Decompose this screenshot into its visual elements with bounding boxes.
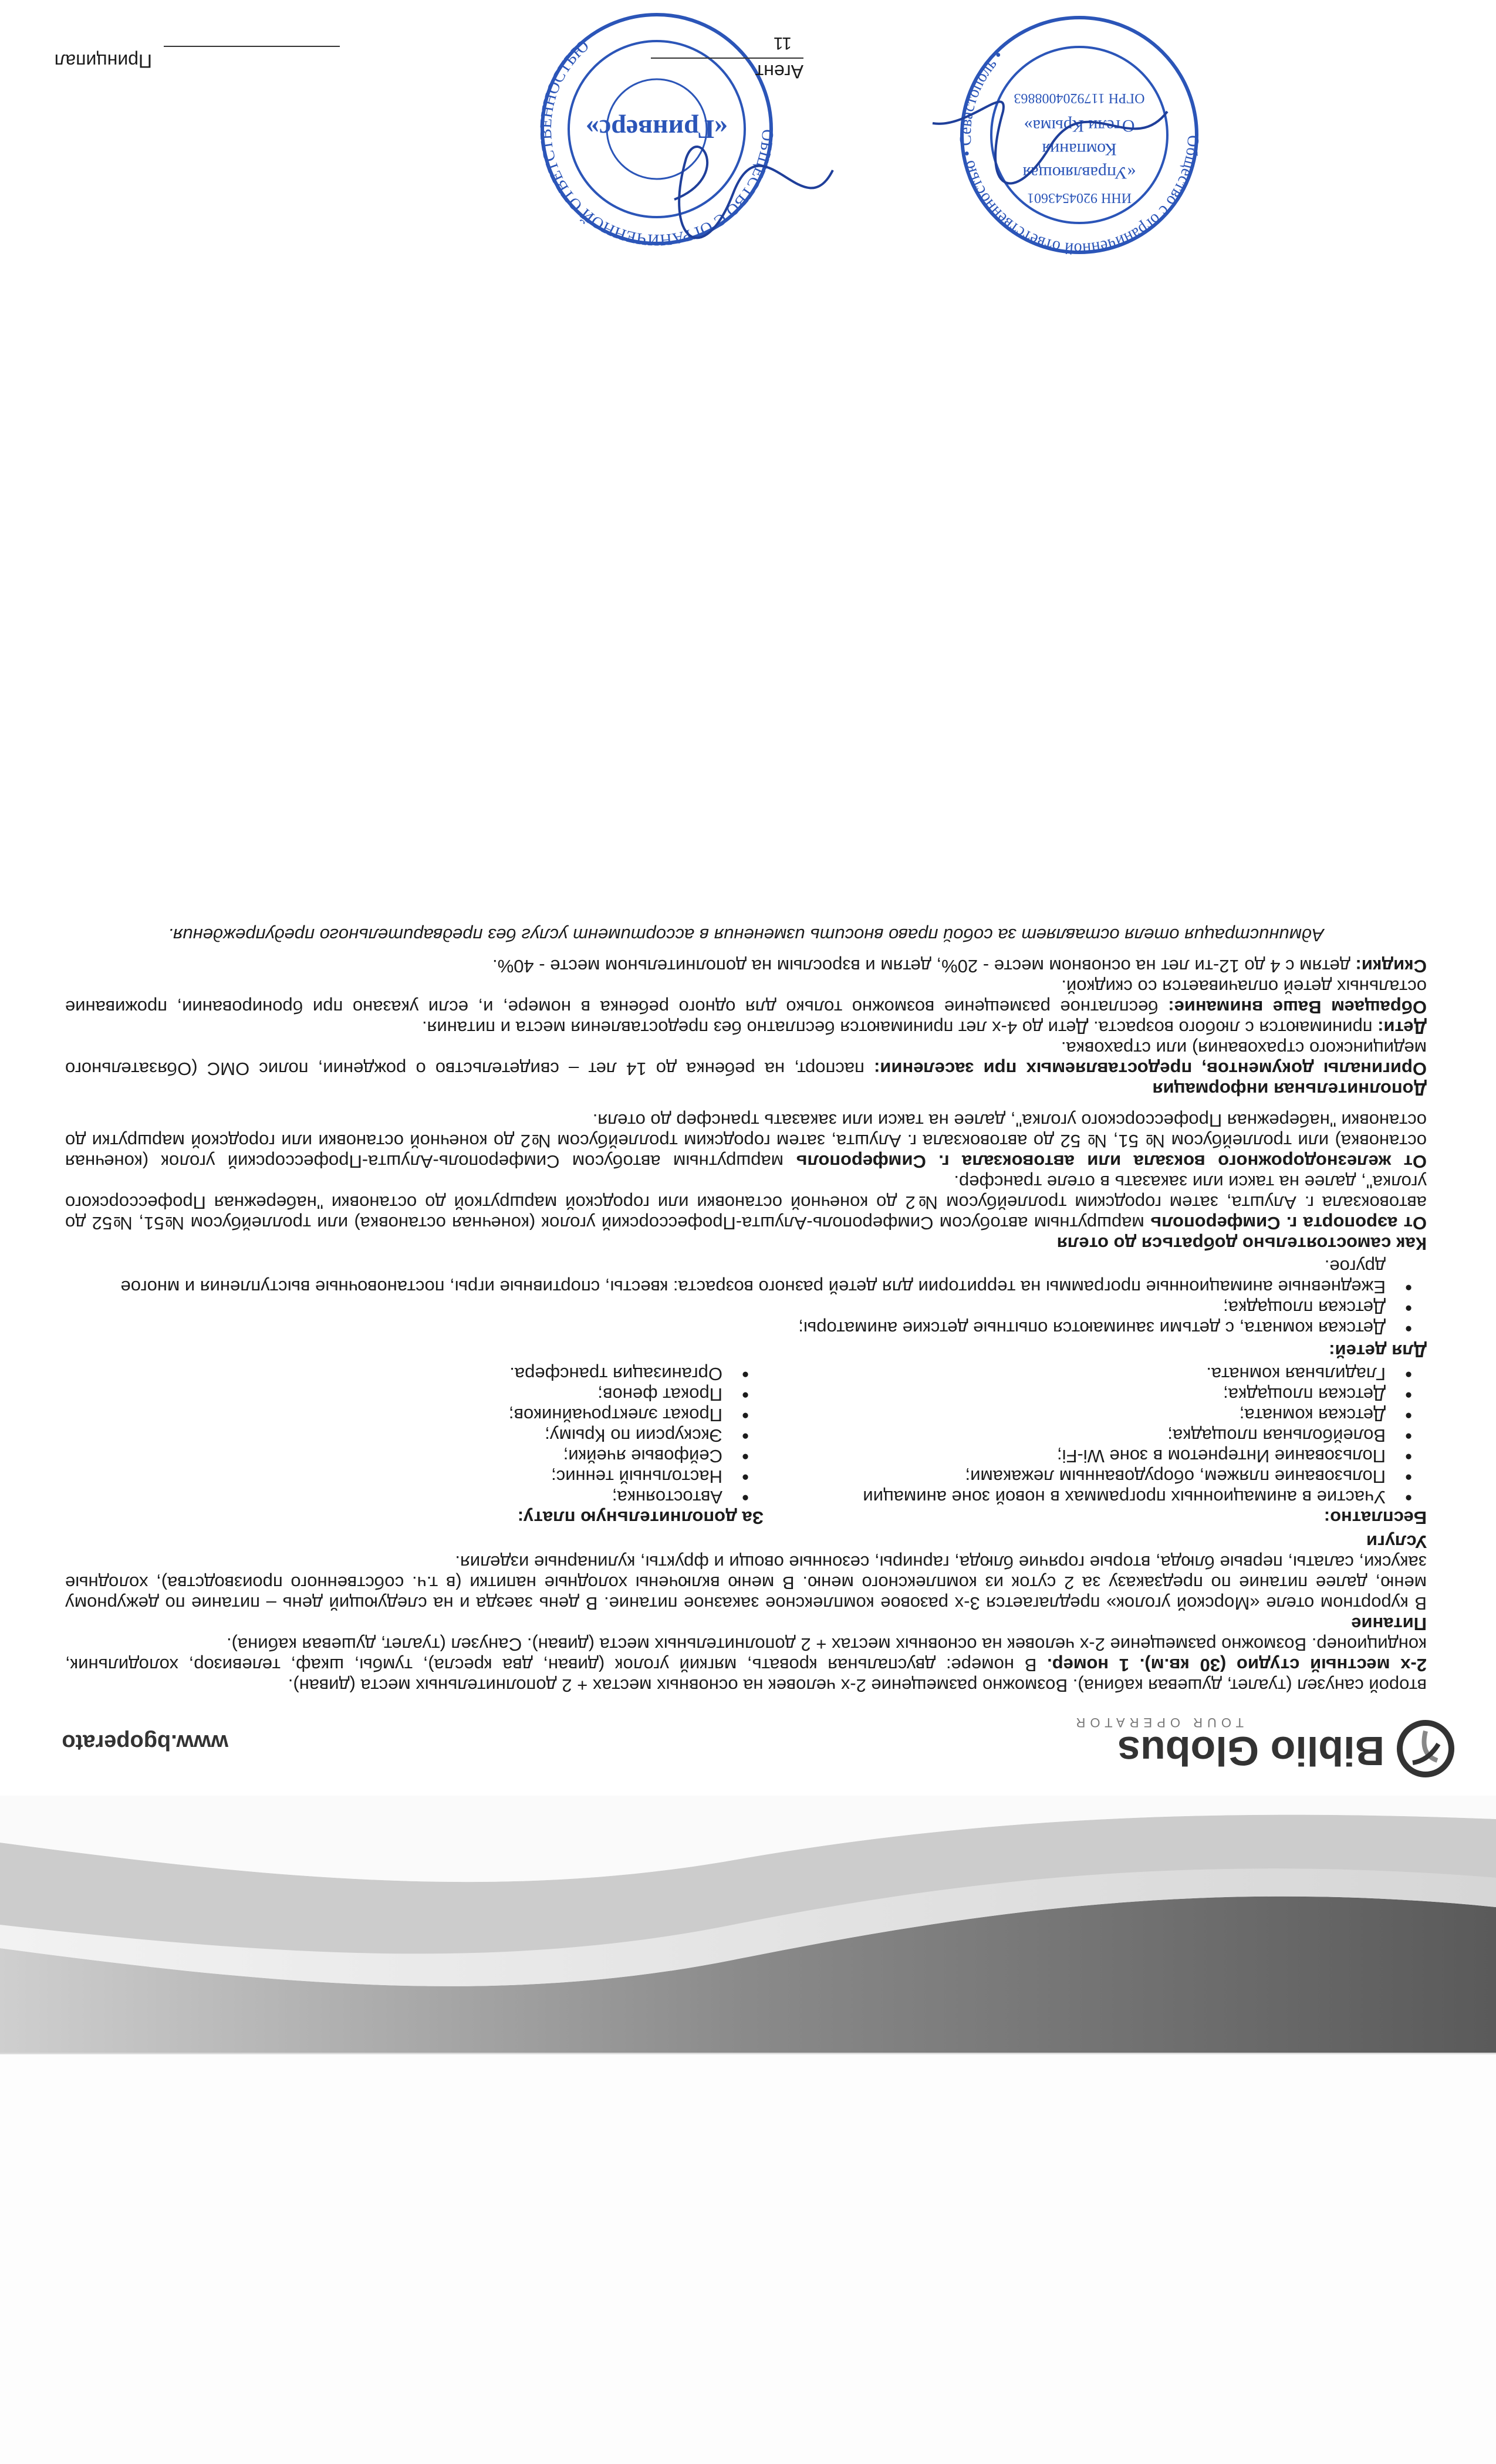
studio-paragraph bbox=[65, 1634, 1427, 1675]
list-item: • Организация трансфера. bbox=[235, 1364, 722, 1384]
directions-station bbox=[65, 1110, 1427, 1172]
documents-paragraph bbox=[65, 1038, 1427, 1079]
studio-description: В номере: двуспальная кровать, мягкий уголок (диван, два кресла), тумбы, шкаф, телевизор, холодильник, кондиционер. Возможно размещение 2-х человек на основных местах + 2 дополнительных места (диван). Санузел (туалет, душевая кабина). bbox=[65, 1634, 1427, 1675]
list-item: • Гладильная комната. bbox=[811, 1364, 1386, 1384]
disclaimer: Администрация отеля оставляет за собой право вносить изменения в ассортимент услуг без предварительного предупреждения. bbox=[168, 925, 1324, 945]
list-item: • Пользование пляжем, оборудованным лежаками; bbox=[811, 1466, 1386, 1487]
directions-airport bbox=[65, 1172, 1427, 1233]
studio-title: 2-х местный студио (30 кв.м). 1 номер. bbox=[1047, 1655, 1427, 1675]
attention-text: бесплатное размещение возможно только для одного ребенка в номере, и, если указано при бронировании, проживание остальных детей оплачивается со скидкой. bbox=[65, 976, 1427, 1018]
airport-text: маршрутным автобусом Симферополь-Алушта-Профессорский уголок (конечная остановка) или троллейбусом №51, №52 до автовокзала г. Алушта, затем городским троллейбусом №2 до конечной остановки или городской маршруткой до остановки "набережная Профессорского уголка", далее на такси или заказать в отеле трансфер. bbox=[65, 1172, 1427, 1233]
list-item: • Сейфовые ячейки; bbox=[235, 1446, 722, 1466]
brand-name: Biblio Globus bbox=[1117, 1728, 1384, 1774]
food-text: В курортном отеле «Морской уголок» предлагается 3-х разовое комплексное заказное питание. В день заезда и на следующий день – питание по дежурному меню, далее питание по предзаказу за 2 суток из комплексного меню. В меню включены холодные напитки (в т.ч. собственного производства), холодные закуски, салаты, первые блюда, вторые горячие блюда, гарниры, сезонные овощи и фрукты, кулинарные изделия. bbox=[65, 1552, 1427, 1614]
discounts-paragraph bbox=[65, 956, 1427, 976]
attention-title: Обращаем Ваше внимание: bbox=[1168, 997, 1427, 1018]
stamp-right-ogrn: ОГРН 1179204008863 bbox=[1014, 90, 1145, 106]
rooms-line-1: второй санузел (туалет, душевая кабина). Возможно размещение 2-х человек на основных местах + 2 дополнительных места (диван). bbox=[288, 1675, 1427, 1696]
agent-signature-line bbox=[651, 58, 803, 59]
page-number: 11 bbox=[773, 33, 792, 53]
kids-list bbox=[65, 1256, 1427, 1339]
list-item: • Пользование Интернетом в зоне Wi-Fi; bbox=[811, 1446, 1386, 1466]
discounts-text: детям с 4 до 12-ти лет на основном месте - 20%, детям и взрослым на дополнительном месте - 40%. bbox=[492, 956, 1356, 976]
stamp-left-center: «Гринверс» bbox=[585, 114, 728, 144]
list-item: • Участие в анимационных программах в новой зоне анимации bbox=[811, 1487, 1386, 1508]
list-item: • Детская комната, с детьми занимаются опытные детские аниматоры; bbox=[65, 1318, 1386, 1339]
sheet-bottom-edge bbox=[0, 2053, 1496, 2054]
stamp-right-line3: Отели Крыма» bbox=[1024, 116, 1135, 136]
stamp-right-line1: «Управляющая bbox=[1022, 163, 1136, 182]
stamp-right-line2: Компания bbox=[1042, 140, 1117, 159]
stamp-left-outer: ОБЩЕСТВО С ОГРАНИЧЕННОЙ ОТВЕТСТВЕННОСТЬЮ bbox=[536, 36, 777, 249]
directions-heading: Как самостоятельно добраться до отеля bbox=[1056, 1233, 1427, 1254]
list-item: • Детская площадка; bbox=[65, 1297, 1386, 1318]
free-list bbox=[811, 1364, 1427, 1508]
list-item: • Детская площадка; bbox=[811, 1384, 1386, 1405]
paid-services bbox=[235, 1364, 764, 1528]
station-text: маршрутным автобусом Симферополь-Алушта-Профессорский уголок (конечная остановка) или троллейбусом № 51, № 52 до автовокзала г. Алушта, затем городским троллейбусом №2 до конечной остановки или городской маршрутки до остановки "набережная Профессорского уголка", далее на такси или заказать трансфер до отеля. bbox=[65, 1110, 1427, 1172]
discounts-title: Скидки: bbox=[1355, 956, 1427, 976]
header-banner bbox=[0, 1796, 1496, 2054]
list-item: • Детская комната; bbox=[811, 1405, 1386, 1425]
stamp-right-inn: ИНН 9204543601 bbox=[1027, 190, 1132, 205]
stamps-area bbox=[0, 0, 1496, 264]
document-body bbox=[65, 925, 1427, 1696]
attention-paragraph bbox=[65, 976, 1427, 1018]
paid-heading: За дополнительную плату: bbox=[517, 1508, 764, 1528]
list-item: • Автостоянка; bbox=[235, 1487, 722, 1508]
airport-title: От аэропорта г. Симферополь bbox=[1150, 1213, 1427, 1233]
free-heading: Бесплатно: bbox=[1323, 1508, 1427, 1528]
website-url: www.bgoperato bbox=[62, 1730, 228, 1755]
food-heading: Питание bbox=[1351, 1614, 1427, 1634]
services-heading: Услуги bbox=[1366, 1532, 1427, 1552]
globe-logo-icon bbox=[1396, 1719, 1455, 1778]
list-item: • Волейбольная площадка; bbox=[811, 1425, 1386, 1446]
stamp-right-outer: Общество с ограниченной ответственностью • Севастополь • bbox=[956, 46, 1203, 258]
additional-heading: Дополнительная информация bbox=[1152, 1079, 1427, 1100]
brand-subtitle: TOUR OPERATOR bbox=[1071, 1715, 1244, 1730]
documents-title: Оригиналы документов, предоставляемых при заселении: bbox=[874, 1059, 1427, 1079]
kids-heading: Для детей: bbox=[1329, 1341, 1427, 1361]
list-item: • Прокат электрочайников; bbox=[235, 1405, 722, 1425]
list-item: • Прокат фенов; bbox=[235, 1384, 722, 1405]
brand-logo bbox=[1044, 1713, 1455, 1778]
principal-label: Принципал bbox=[54, 50, 152, 72]
stamp-hotels-crimea bbox=[957, 18, 1202, 258]
kids-title: Дети: bbox=[1377, 1018, 1427, 1038]
documents-text: паспорт, на ребенка до 14 лет – свидетельство о рождении, полис ОМС (Обязательного медицинского страхования) или страховка. bbox=[65, 1038, 1427, 1079]
services-columns bbox=[65, 1364, 1427, 1528]
station-title: От железнодорожного вокзала или автовокзала г. Симферополь bbox=[796, 1151, 1427, 1172]
paid-list bbox=[235, 1364, 764, 1508]
free-services bbox=[811, 1364, 1427, 1528]
kids-paragraph bbox=[65, 1018, 1427, 1038]
kids-text: принимаются с любого возраста. Дети до 4-х лет принимаются бесплатно без предоставления места и питания. bbox=[422, 1018, 1378, 1038]
stamp-grinvers bbox=[537, 15, 776, 249]
list-item: • Ежедневные анимационные программы на территории для детей разного возраста: квесты, спортивные игры, постановочные выступления и многое другое. bbox=[65, 1256, 1386, 1297]
principal-signature-line bbox=[164, 46, 340, 47]
agent-label: Агент bbox=[755, 61, 803, 82]
list-item: • Настольный теннис; bbox=[235, 1466, 722, 1487]
list-item: • Экскурсии по Крыму; bbox=[235, 1425, 722, 1446]
